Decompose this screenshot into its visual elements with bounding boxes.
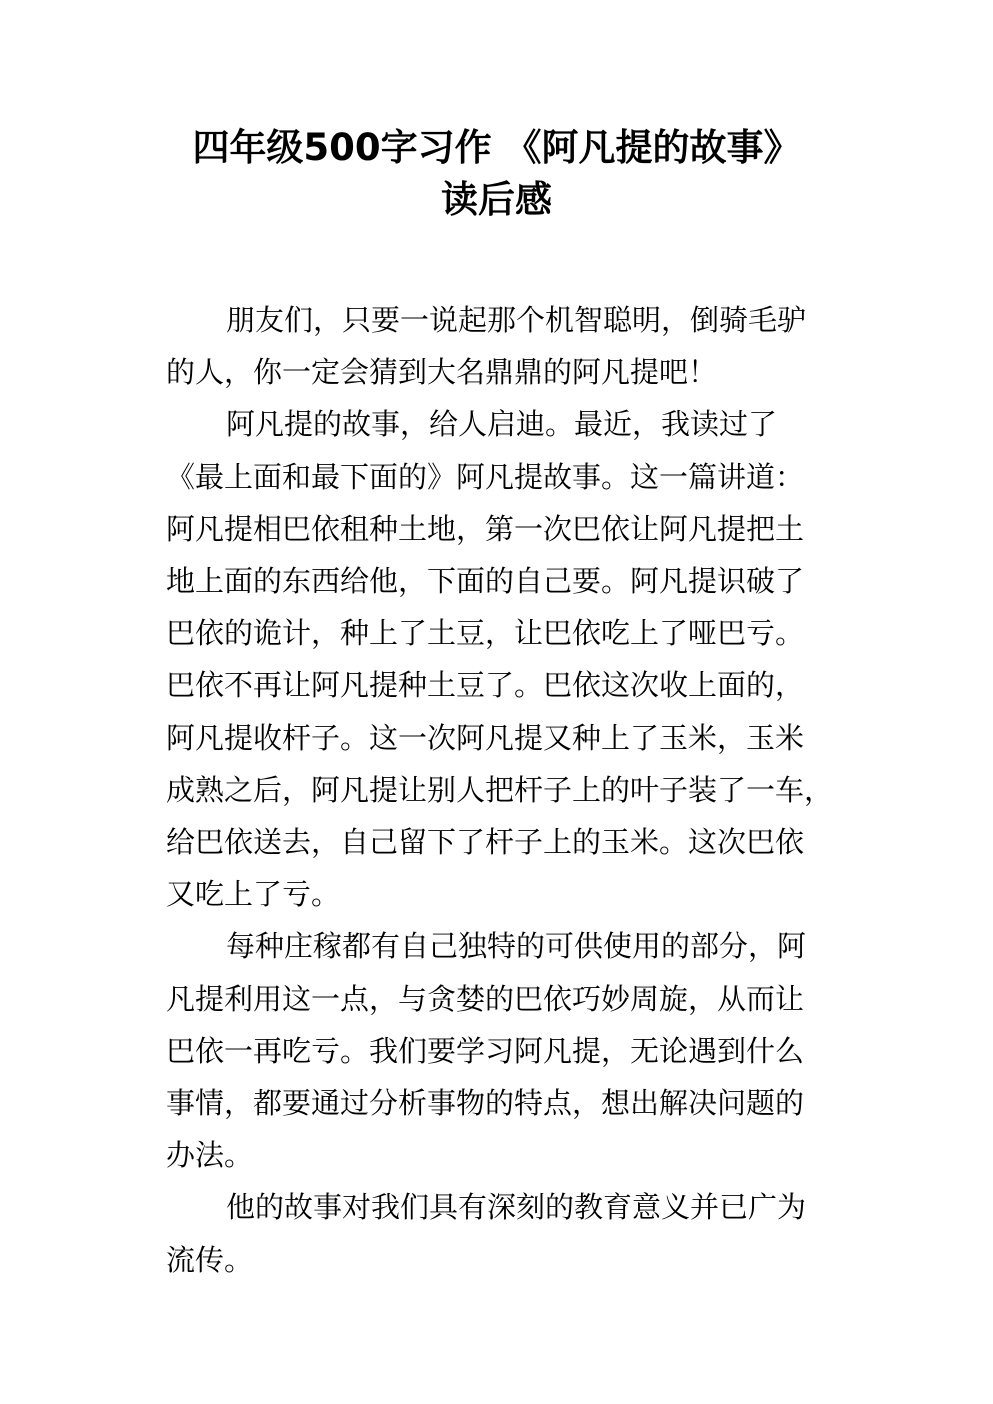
text-line: 《最上面和最下面的》阿凡提故事。这一篇讲道： — [166, 459, 805, 494]
text-line: 事情，都要通过分析事物的特点，想出解决问题的 — [166, 1086, 805, 1121]
text-line: 又吃上了亏。 — [166, 877, 341, 912]
paragraph-4 — [166, 1181, 846, 1285]
title-line-2: 读后感 — [441, 178, 552, 221]
text-line: 他的故事对我们具有深刻的教育意义并已广为 — [226, 1190, 807, 1225]
document-title — [120, 122, 873, 226]
text-line: 办法。 — [166, 1138, 254, 1173]
text-line: 巴依一再吃亏。我们要学习阿凡提，无论遇到什么 — [166, 1033, 805, 1068]
text-line: 阿凡提相巴依租种土地，第一次巴依让阿凡提把土 — [166, 511, 805, 546]
document-body — [166, 294, 846, 1286]
text-line: 凡提利用这一点，与贪婪的巴依巧妙周旋，从而让 — [166, 981, 805, 1016]
paragraph-1 — [166, 294, 846, 398]
text-line: 朋友们，只要一说起那个机智聪明，倒骑毛驴 — [226, 303, 807, 337]
text-line: 巴依不再让阿凡提种土豆了。巴依这次收上面的， — [166, 668, 805, 703]
text-line: 地上面的东西给他，下面的自己要。阿凡提识破了 — [166, 564, 805, 599]
title-line-1: 四年级500字习作 《阿凡提的故事》 — [192, 126, 801, 169]
text-line: 成熟之后，阿凡提让别人把杆子上的叶子装了一车， — [166, 772, 834, 807]
text-line: 阿凡提收杆子。这一次阿凡提又种上了玉米，玉米 — [166, 720, 805, 755]
paragraph-2 — [166, 398, 846, 920]
paragraph-3 — [166, 920, 846, 1181]
text-line: 阿凡提的故事，给人启迪。最近，我读过了 — [226, 407, 778, 442]
text-line: 的人，你一定会猜到大名鼎鼎的阿凡提吧！ — [166, 355, 718, 390]
text-line: 给巴依送去，自己留下了杆子上的玉米。这次巴依 — [166, 825, 805, 860]
text-line: 巴依的诡计，种上了土豆，让巴依吃上了哑巴亏。 — [166, 616, 805, 651]
text-line: 每种庄稼都有自己独特的可供使用的部分，阿 — [226, 929, 807, 964]
text-line: 流传。 — [166, 1242, 254, 1277]
